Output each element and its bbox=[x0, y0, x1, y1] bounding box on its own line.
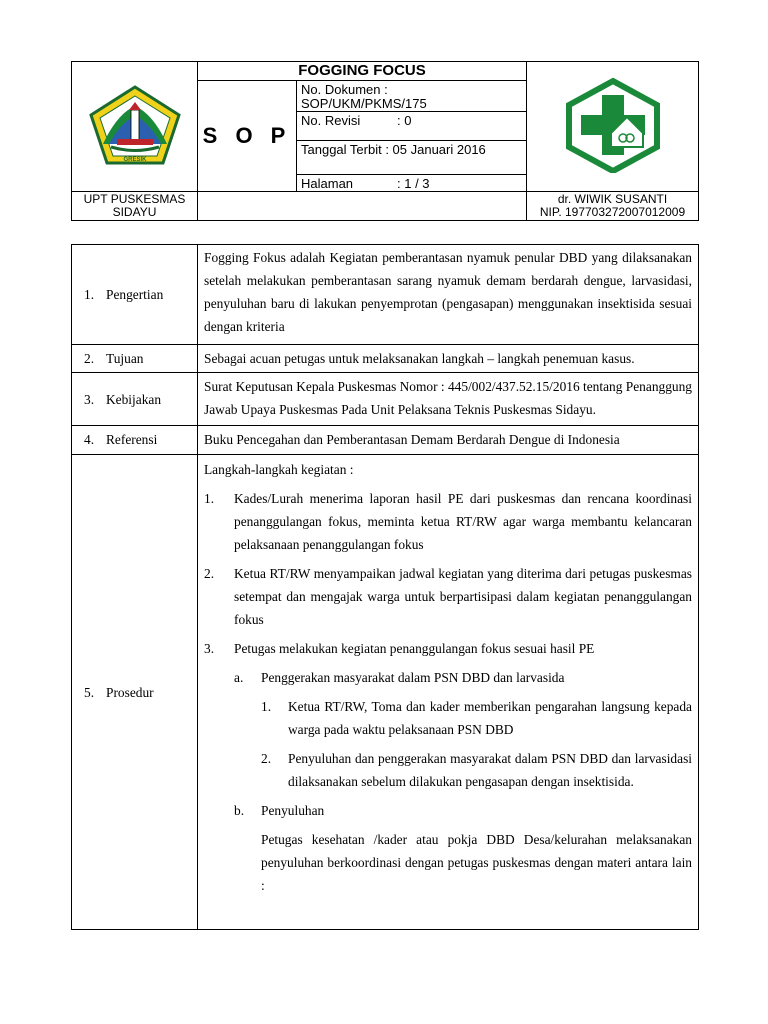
page-number-value: : 1 / 3 bbox=[397, 176, 430, 191]
section-label-cell bbox=[72, 455, 198, 930]
list-item-text: Ketua RT/RW, Toma dan kader memberikan pengarahan langsung kepada warga pada waktu pelaksanaan PSN DBD bbox=[288, 699, 692, 737]
section-row-tujuan bbox=[72, 345, 699, 373]
section-label-cell bbox=[72, 345, 198, 373]
list-item bbox=[261, 747, 692, 793]
section-text: Sebagai acuan petugas untuk melaksanakan langkah – langkah penemuan kasus. bbox=[198, 345, 699, 373]
organization-location: SIDAYU bbox=[112, 205, 157, 219]
list-item bbox=[261, 695, 692, 741]
organization-cell bbox=[72, 192, 198, 221]
revision-cell bbox=[297, 112, 527, 141]
list-item bbox=[204, 487, 692, 556]
section-row-prosedur bbox=[72, 455, 699, 930]
list-item-letter: b. bbox=[234, 803, 245, 818]
list-item-number: 1. bbox=[261, 699, 272, 714]
list-item-number: 2. bbox=[204, 566, 215, 581]
list-item-text: Penyuluhan bbox=[261, 803, 325, 818]
list-item bbox=[234, 666, 692, 689]
list-item-text: Penyuluhan dan penggerakan masyarakat dalam PSN DBD dan larvasidasi dilaksanakan sebelum dilakukan pengasapan dengan insektisida. bbox=[288, 751, 692, 789]
puskesmas-logo-icon bbox=[561, 77, 665, 173]
page-number-label: Halaman bbox=[301, 176, 354, 191]
page-number-cell bbox=[297, 175, 527, 192]
document-number-value: SOP/UKM/PKMS/175 bbox=[301, 96, 427, 111]
section-number: 3. bbox=[84, 391, 95, 407]
document-number-label: No. Dokumen : bbox=[301, 82, 388, 97]
sop-content-table bbox=[71, 244, 699, 930]
sop-label: S O P bbox=[198, 81, 297, 192]
section-number: 4. bbox=[84, 432, 95, 447]
section-label: Tujuan bbox=[106, 351, 144, 366]
list-item bbox=[204, 562, 692, 631]
section-label: Referensi bbox=[106, 432, 158, 447]
organization-name: UPT PUSKESMAS bbox=[83, 192, 186, 206]
document-number-cell bbox=[297, 81, 527, 112]
section-label-cell bbox=[72, 426, 198, 455]
list-item-text: Petugas melakukan kegiatan penanggulangan fokus sesuai hasil PE bbox=[234, 641, 595, 656]
issue-date: Tanggal Terbit : 05 Januari 2016 bbox=[301, 142, 486, 157]
section-label-cell bbox=[72, 245, 198, 345]
section-text: Fogging Fokus adalah Kegiatan pemberantasan nyamuk penular DBD yang dilaksanakan setelah melakukan pemberantasan sarang nyamuk demam berdarah dengue, larvasidasi, penyuluhan baru di lakukan penyemprotan (pengasapan) menggunakan insektisida sesuai dengan kriteria bbox=[198, 245, 699, 345]
gresik-regency-emblem-icon bbox=[87, 84, 183, 166]
emblem-caption: GRESIK bbox=[122, 157, 147, 163]
revision-value: : 0 bbox=[397, 113, 412, 128]
issue-date-cell bbox=[297, 141, 527, 175]
section-number: 1. bbox=[84, 287, 95, 302]
signer-name: dr. WIWIK SUSANTI bbox=[557, 192, 668, 206]
right-logo-cell bbox=[527, 62, 699, 192]
blank-footer-cell bbox=[198, 192, 527, 221]
section-row-pengertian bbox=[72, 245, 699, 345]
paragraph: Petugas kesehatan /kader atau pokja DBD Desa/kelurahan melaksanakan penyuluhan berkoordinasi dengan petugas puskesmas dengan materi antara lain : bbox=[261, 832, 692, 893]
section-label: Pengertian bbox=[106, 287, 164, 302]
section-number: 2. bbox=[84, 351, 95, 366]
list-item bbox=[204, 637, 692, 660]
list-item-number: 1. bbox=[204, 491, 215, 506]
section-row-referensi bbox=[72, 426, 699, 455]
section-label-cell bbox=[72, 373, 198, 426]
section-text: Buku Pencegahan dan Pemberantasan Demam Berdarah Dengue di Indonesia bbox=[198, 426, 699, 455]
procedure-intro: Langkah-langkah kegiatan : bbox=[204, 462, 354, 477]
signer-cell bbox=[527, 192, 699, 221]
signer-nip: NIP. 197703272007012009 bbox=[539, 205, 686, 219]
left-logo-cell bbox=[72, 62, 198, 192]
sop-header-table bbox=[71, 61, 699, 221]
section-row-kebijakan bbox=[72, 373, 699, 426]
section-number: 5. bbox=[84, 684, 95, 700]
list-item-number: 2. bbox=[261, 751, 272, 766]
list-item-number: 3. bbox=[204, 641, 215, 656]
list-item bbox=[234, 799, 692, 822]
list-item-text: Ketua RT/RW menyampaikan jadwal kegiatan yang diterima dari petugas puskesmas setempat dan mengajak warga untuk berpartisipasi dalam kegiatan penanggulangan fokus bbox=[234, 566, 692, 627]
section-label: Prosedur bbox=[106, 684, 154, 700]
list-item-letter: a. bbox=[234, 670, 244, 685]
revision-label: No. Revisi bbox=[301, 113, 361, 128]
section-text: Surat Keputusan Kepala Puskesmas Nomor : 445/002/437.52.15/2016 tentang Penanggung Jawab Upaya Puskesmas Pada Unit Pelaksana Teknis Puskesmas Sidayu. bbox=[198, 373, 699, 426]
procedure-content bbox=[198, 455, 699, 930]
sop-title: FOGGING FOCUS bbox=[198, 62, 527, 81]
section-label: Kebijakan bbox=[106, 391, 162, 407]
list-item-text: Kades/Lurah menerima laporan hasil PE dari puskesmas dan rencana koordinasi penanggulangan fokus, meminta ketua RT/RW agar warga membantu kelancaran pelaksanaan penanggulangan fokus bbox=[234, 491, 692, 552]
list-item-text: Penggerakan masyarakat dalam PSN DBD dan larvasida bbox=[261, 670, 565, 685]
